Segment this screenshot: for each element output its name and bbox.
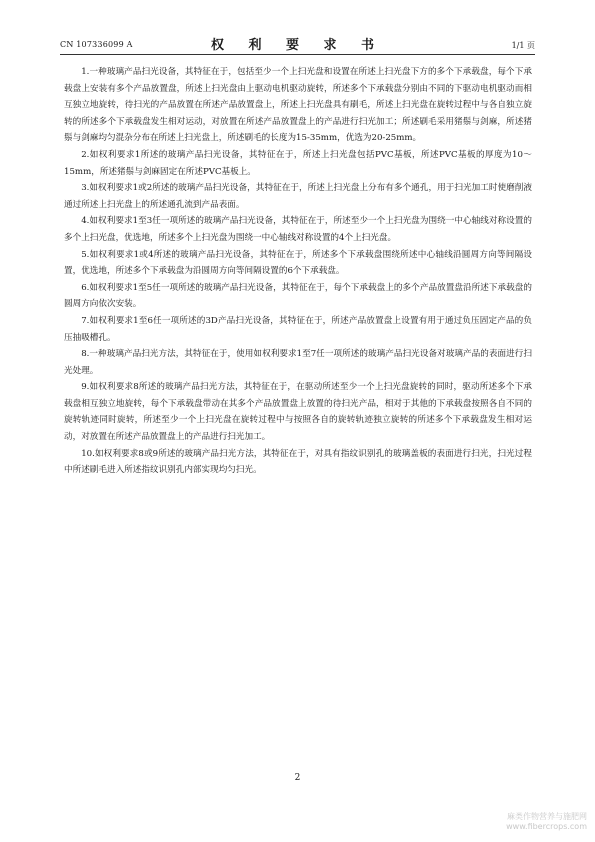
claim-4: 4.如权利要求1至3任一项所述的玻璃产品扫光设备，其特征在于，所述至少一个上扫光盘为围绕一中心轴线对称设置的多个上扫光盘，优选地，所述多个上扫光盘为围绕一中心轴线对称设置的4个上扫光盘。 bbox=[64, 216, 532, 243]
claim-10: 10.如权利要求8或9所述的玻璃产品扫光方法，其特征在于，对具有指纹识别孔的玻璃盖板的表面进行扫光，扫光过程中所述刷毛进入所述指纹识别孔内部实现均匀扫光。 bbox=[64, 448, 532, 476]
claim-2: 2.如权利要求1所述的玻璃产品扫光设备，其特征在于，所述上扫光盘包括PVC基板，所述PVC基板的厚度为10～15mm，所述猪鬃与剑麻固定在所述PVC基板上。 bbox=[64, 149, 532, 177]
watermark-site-name: 麻类作物营养与施肥网 bbox=[507, 812, 587, 821]
claim-3: 3.如权利要求1或2所述的玻璃产品扫光设备，其特征在于，所述上扫光盘上分布有多个通孔，用于扫光加工时使磨削液通过所述上扫光盘上的所述通孔流到产品表面。 bbox=[64, 183, 532, 210]
page-number: 2 bbox=[294, 773, 301, 783]
claim-9: 9.如权利要求8所述的玻璃产品扫光方法，其特征在于，在驱动所述至少一个上扫光盘旋转的同时，驱动所述多个下承载盘相互独立地旋转，每个下承载盘带动在其多个产品放置盘上放置的待扫光产品，相对于其他的下承载盘按照各自不同的旋转轨迹同时旋转，所述至少一个上扫光盘在旋转过程中与按照各自的旋转轨迹独立旋转的所述多个下承载盘发生相对运动，对放置在所述产品放置盘上的产品进行扫光加工。 bbox=[64, 382, 532, 443]
page-info: 1/1 页 bbox=[511, 41, 535, 50]
claim-7: 7.如权利要求1至6任一项所述的3D产品扫光设备，其特征在于，所述产品放置盘上设置有用于通过负压固定产品的负压抽吸槽孔。 bbox=[64, 315, 532, 343]
claim-6: 6.如权利要求1至5任一项所述的玻璃产品扫光设备，其特征在于，每个下承载盘上的多个产品放置盘沿所述下承载盘的圆周方向依次安装。 bbox=[64, 282, 532, 310]
claim-8: 8.一种玻璃产品扫光方法，其特征在于，使用如权利要求1至7任一项所述的玻璃产品扫光设备对玻璃产品的表面进行扫光处理。 bbox=[64, 349, 532, 376]
page-header bbox=[60, 34, 535, 55]
watermark-site-url: www.fibercrops.com bbox=[506, 822, 587, 831]
publication-number: CN 107336099 A bbox=[60, 40, 133, 49]
site-watermark bbox=[506, 812, 587, 832]
document-title: 权 利 要 求 书 bbox=[210, 38, 385, 53]
claim-1: 1.一种玻璃产品扫光设备，其特征在于，包括至少一个上扫光盘和设置在所述上扫光盘下方的多个下承载盘，每个下承载盘上安装有多个产品放置盘，所述上扫光盘由上驱动电机驱动旋转，所述多个下承载盘分别由不同的下驱动电机驱动而相互独立地旋转，待扫光的产品放置在所述产品放置盘上，所述上扫光盘具有刷毛，所述上扫光盘在旋转过程中与各自独立旋转的所述多个下承载盘发生相对运动，对放置在所述产品放置盘上的产品进行扫光加工；所述刷毛采用猪鬃与剑麻，所述猪鬃与剑麻均匀混杂分布在所述上扫光盘上，所述刷毛的长度为15-35mm，优选为20-25mm。 bbox=[64, 67, 532, 144]
claim-5: 5.如权利要求1或4所述的玻璃产品扫光设备，其特征在于，所述多个下承载盘围绕所述中心轴线沿圆周方向等间隔设置，优选地，所述多个下承载盘为沿圆周方向等间隔设置的6个下承载盘。 bbox=[64, 249, 532, 277]
claims-section bbox=[64, 64, 532, 479]
